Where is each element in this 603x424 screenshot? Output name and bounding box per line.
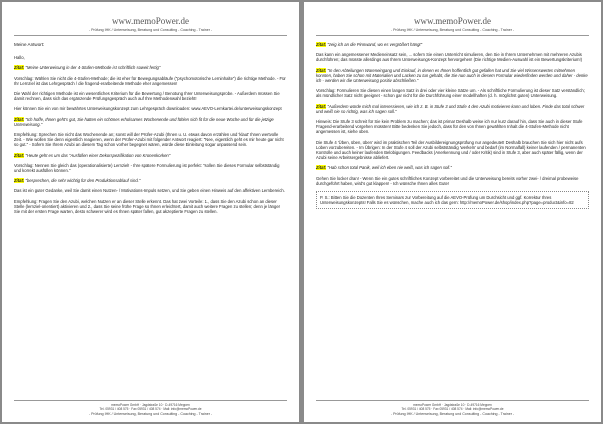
quote-label: Zitat:: [316, 67, 327, 73]
footer-contact: Tel. 05931 / 408 575 · Fax 05931 / 408 574 · Mail: info@memoPower.de: [401, 407, 504, 411]
letter-page-2: [304, 2, 601, 422]
quote-paragraph: [14, 153, 287, 158]
letter-page-1: [2, 2, 299, 422]
text-paragraph: [316, 176, 589, 186]
paragraph-text: "In den Abteilungen Wareneingang und Einkauf, in denen es Ihnen hoffentlich gut gefallen hat und Sie viel Wissenswertes mitnehmen konnten, haben Sie schon mit Materialien und Lacken zu tun gehabt, die Sie nun auch in diesem Formular wiederfinden werden und daher - denke ich - werden wir die Unterweisung positiv abschließen.": [316, 67, 588, 84]
page-footer: [14, 400, 287, 416]
footer-tagline: - Prüfung IHK / Unterweisung, Beratung und Consulting - Coaching - Trainer -: [390, 412, 515, 416]
quote-paragraph: [316, 42, 589, 47]
quote-label: Zitat:: [316, 103, 327, 109]
paragraph-text: Meine Antwort:: [14, 42, 45, 47]
text-paragraph: [14, 163, 287, 173]
paragraph-text: Hallo,: [14, 55, 25, 61]
footer-divider: [316, 400, 589, 401]
paragraph-text: Vorschlag: Wählen Sie nicht die 4-Stufen-Methode; die ist eher für Bewegungsabläufe ("psychomotorische Lerninhalte") die richtige Methode. - Für Ihr Lernziel ist das Lehrgespräch / die fragend-erarbeitende Methode eher angemessen!: [14, 75, 286, 86]
paragraph-text: "Heute geht es um das "Ausfüllen einer Dekorspezifikation von Kronenkorken": [24, 152, 171, 158]
page-footer: [316, 400, 589, 416]
paragraph-text: Hier können Sie ein von mir bewährtes Unterweisungskonzept zum Lehrgespräch downloaden: www.AEVO-Lernkartei.de/unterweisungskonzept: [14, 106, 282, 112]
text-paragraph: [14, 55, 287, 60]
paragraph-text: Das kann ein angemessener Medieneinsatz sein, ... sofern Sie einen Unterricht simulieren, den Sie in Ihrem Unternehmen mit mehreren Azubis durchführen; das müsste allerdings aus Ihrem Unterweisungs-Konzept hervorgehen! (Die richtige Medien-Auswahl ist ein Bewertungskriterium!): [316, 52, 583, 63]
header-tagline: - Prüfung IHK / Unterweisung, Beratung und Consulting - Coaching - Trainer -: [390, 28, 515, 32]
paragraph-text: "besprechen, die sehr wichtig für den Produktionsablauf sind.": [24, 178, 141, 184]
quote-paragraph: [14, 117, 287, 127]
paragraph-text: Hinweis: Die Stufe 3 schreit für Sie kein Problem zu machen; das ist prima! Deshalb weise ich nur kurz darauf hin, dass Sie auch in dieser Stufe Fragend-erarbeitend vorgehen müssten! Bitte bedenken Sie jedoch, dass für den von Ihnen gewählten Inhalt die 4-Stufen-Methode nicht angemessen ist, siehe oben.: [316, 119, 583, 135]
quote-label: Zitat:: [14, 178, 25, 184]
paragraph-text: Gehen Sie locker dran! - Wenn Sie ein gutes schriftliches Konzept vorbereitet und die Unterweisung bereits vorher zwei- / dreimal probeweise durchgeführt haben, wird's gut klappen! - Ich wünsche Ihnen alles Gute!: [316, 175, 579, 186]
header-divider: [14, 35, 287, 36]
quote-paragraph: [316, 104, 589, 114]
page-body: [14, 42, 287, 214]
footer-contact: Tel. 05931 / 408 575 · Fax 05931 / 408 574 · Mail: info@memoPower.de: [99, 407, 202, 411]
text-paragraph: [316, 140, 589, 161]
text-paragraph: [14, 132, 287, 148]
quote-paragraph: [14, 178, 287, 183]
text-paragraph: [14, 76, 287, 86]
quote-label: Zitat:: [316, 165, 327, 171]
page-body: [316, 42, 589, 186]
text-paragraph: [14, 106, 287, 111]
paragraph-text: Vorschlag: Nennen Sie gleich das (operationalisierte) Lernziel! - Ihre spätere Formulierung ist perfekt: "sollen Sie dieses Formular selbstständig und korrekt ausfüllen können.": [14, 162, 280, 174]
header-divider: [316, 35, 589, 36]
site-logo: www.memoPower.de: [414, 16, 491, 26]
footer-tagline: - Prüfung IHK / Unterweisung, Beratung und Consulting - Coaching - Trainer -: [88, 412, 213, 416]
paragraph-text: "zeig ich an die Pinnwand, wo es vergrößert hängt": [326, 42, 423, 47]
text-paragraph: [14, 91, 287, 101]
quote-paragraph: [14, 65, 287, 70]
footer-address: memoPower GmbH · Jagdstraße 10 · D-49716 Meppen: [413, 403, 492, 407]
quote-paragraph: [316, 68, 589, 84]
header-tagline: - Prüfung IHK / Unterweisung, Beratung und Consulting - Coaching - Trainer -: [88, 28, 213, 32]
paragraph-text: "Außerdem würde mich mal interessieren, wie ich z. B. in Stufe 3 und Stufe 4 den Azubi motivieren kann und loben. Finde das total schwer und weiß nie so richtig, was ich sagen soll.": [316, 103, 585, 114]
paragraph-text: Empfehlung: Fragen Sie den Azubi, welchen Nutzen er an dieser Stelle erkennt. Das hat zwei Vorteile: 1., dass Sie den Azubi schon an dieser Stelle (lernziel-orientiert) aktivieren und 2., dass Sie seine frühe Frage so Ihnen erleichtert, damit auch weitere Fragen zu stellen; denn je länger Sie mit der ersten Frage warten, desto schwerer wird es Ihnen später fallen, gut akzeptierte Fragen zu stellen.: [14, 198, 281, 215]
text-paragraph: [14, 199, 287, 215]
quote-paragraph: [316, 165, 589, 170]
text-paragraph: [14, 188, 287, 193]
paragraph-text: Die Stufe 4 'Üben, üben, üben' wird im praktischen Teil der Ausbildereignungsprüfung nur angedeutet! Deshalb brauchen Sie sich hier nicht aufs Loben vorzubereiten. - Im Übrigen: In der Stufe 4 soll der Azubi selbstständig 'werkeln' und bedarf (im Normalfall) keiner laufenden / permanenten Kontrolle und auch keiner laufenden Belobigungen. Feedbacks (Anerkennung und / oder Kritik) sind in Stufe 3, aber auch später fällig, wenn der Azubi seine Arbeitsergebnisse abliefert.: [316, 139, 586, 161]
quote-label: Zitat:: [14, 152, 25, 158]
footer-address: memoPower GmbH · Jagdstraße 10 · D-49716 Meppen: [111, 403, 190, 407]
paragraph-text: Das ist ein guter Gedanke, weil Sie damit einen Nutzen- / Motivations-Impuls setzen, und Sie geben einen Hinweis auf den affektiven Lernbereich.: [14, 188, 285, 194]
site-logo: www.memoPower.de: [112, 16, 189, 26]
text-paragraph: [14, 42, 287, 47]
text-paragraph: [316, 52, 589, 62]
paragraph-text: "Meine Unterweisung in der 4-Stufen-Methode ist schriftlich soweit fertig": [24, 65, 161, 71]
quote-label: Zitat:: [14, 65, 25, 71]
paragraph-text: "Ich hoffe, Ihnen geht's gut, Sie hatten ein schönes erholsames Wochenende und fühlen sich fit für die neue Woche und für die jetzige Unterweisung.": [14, 116, 274, 127]
text-paragraph: [316, 119, 589, 135]
paragraph-text: Empfehlung: Sprechen Sie nicht das Wochenende an; sonst will der Prüfer-Azubi (Ihnen u. U. etwas davon erzählen und 'klaut' Ihnen wertvolle Zeit. - Wie wollen Sie denn eigentlich reagieren, wenn der Prüfer-Azubi mit folgender Antwort reagiert: "Nee, eigentlich geht es mir heute gar nicht so gut." - Sofern Sie Ihrem Azubi an diesem Tag schon vorher begegnet wären, würde diese Einleitung sogar unpassend sein.: [14, 132, 284, 148]
quote-label: Zitat:: [14, 116, 25, 122]
paragraph-text: "Hab schon total Panik, weil ich eben nie weiß, was ich sagen soll.": [326, 165, 452, 171]
paragraph-text: Vorschlag: Formulieren Sie diesen einen langen Satz in drei oder vier kleine Sätze um. - Als schriftliche Formulierung ist dieser Satz verständlich; als mündlicher Satz nicht geeignet - schon gar nicht für die Durchführung einer modellhaften (d. h. möglichst guten) Unterweisung.: [316, 88, 585, 99]
text-paragraph: [316, 88, 589, 98]
quote-label: Zitat:: [316, 42, 327, 47]
postscript-box: P. S.: Bitten Sie die Dozenten Ihres Seminars zur Vorbereitung auf die AEVO-Prüfung um Durchsicht und ggf. Korrektur Ihres Unterweisungskonzepts! Falls Sie es wünschen, mache auch ich das gern: http://memoPower.de/shop/index.php?page=product&info=82: [316, 191, 589, 209]
footer-divider: [14, 400, 287, 401]
paragraph-text: Die Wahl der richtigen Methode ist ein wesentliches Kriterium für die Bewertung / Benotung Ihrer Unterweisungsprobe. - Außerdem müssen Sie damit rechnen, dass sich das ergänzende Prüfungsgespräch auch auf Ihre Methodenwahl bezieht!: [14, 91, 280, 102]
